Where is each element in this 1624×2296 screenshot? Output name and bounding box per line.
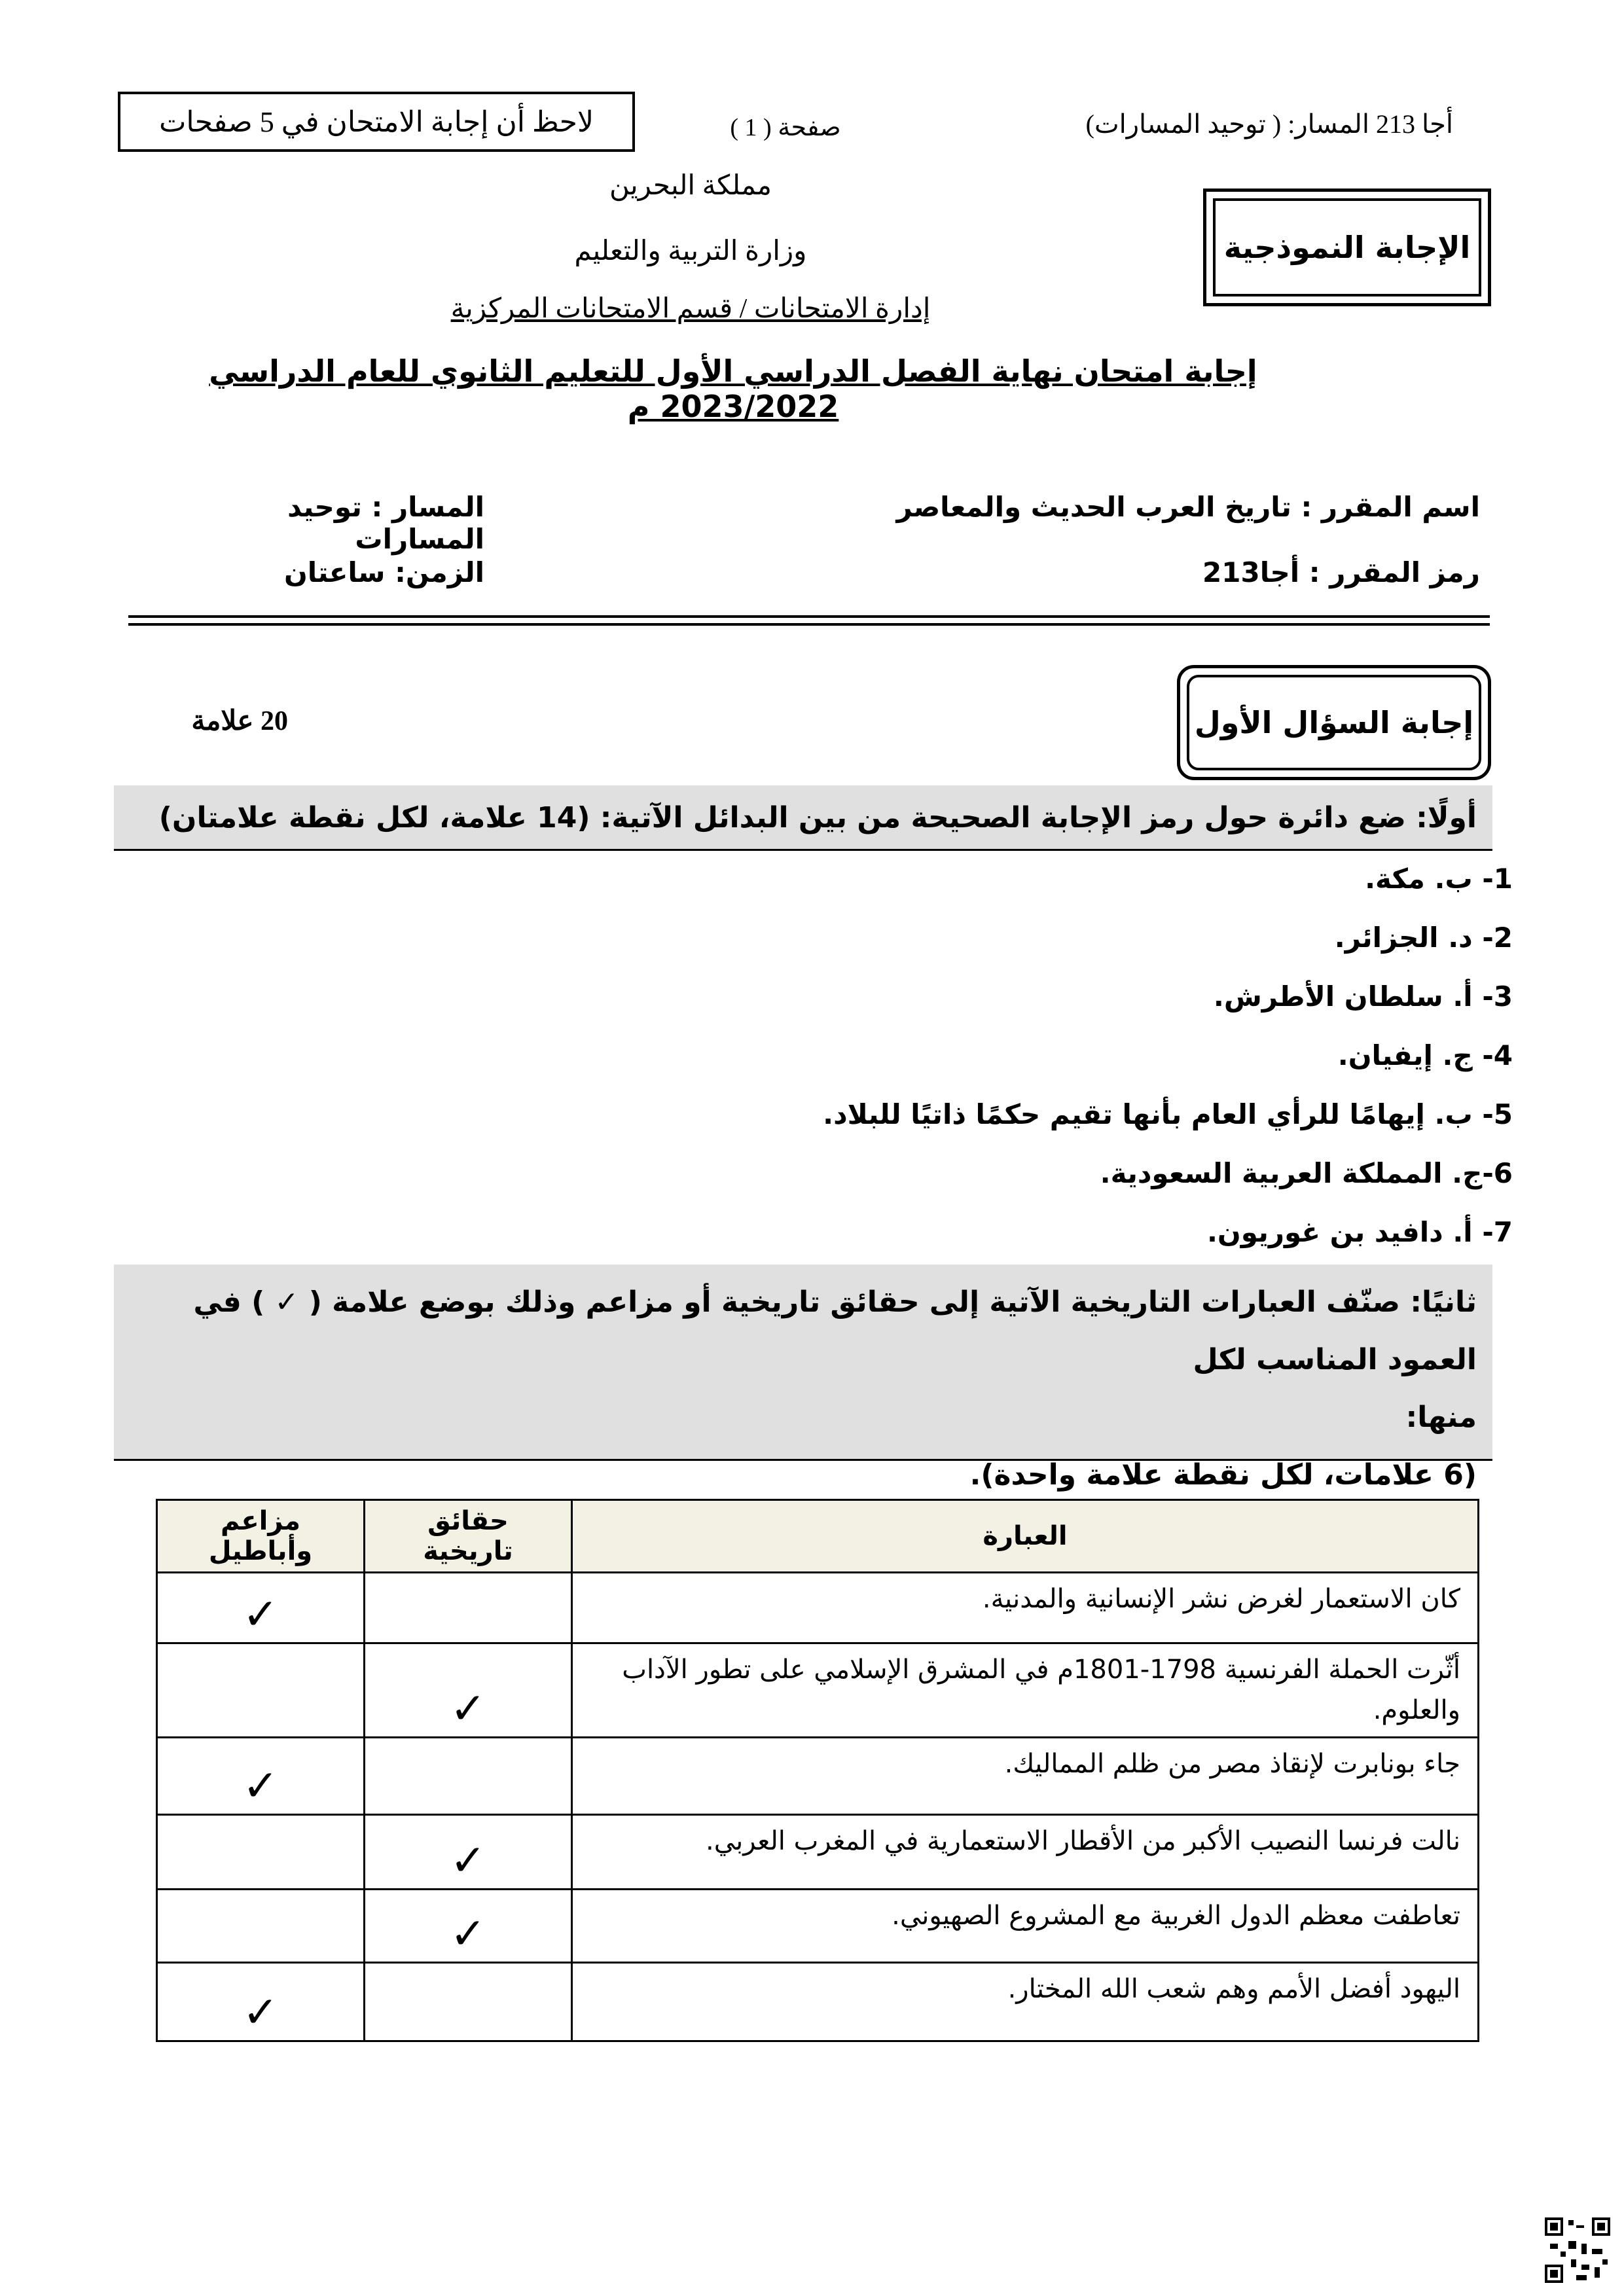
classification-table: [156, 1499, 1479, 2042]
table-row: [157, 1815, 1479, 1890]
part1-heading: أولًا: ضع دائرة حول رمز الإجابة الصحيحة من بين البدائل الآتية: (14 علامة، لكل نقطة علامتان): [114, 785, 1492, 851]
answer-item-6: 6-ج. المملكة العربية السعودية.: [1100, 1157, 1513, 1189]
table-row: [157, 1890, 1479, 1963]
model-answer-box: [1203, 188, 1491, 306]
question1-marks: 20 علامة: [191, 706, 288, 736]
department-text: إدارة الامتحانات / قسم الامتحانات المركزية: [450, 294, 931, 324]
kingdom-name: مملكة البحرين: [609, 171, 772, 201]
row-statement: كان الاستعمار لغرض نشر الإنسانية والمدنية.: [572, 1573, 1479, 1643]
course-name: اسم المقرر : تاريخ العرب الحديث والمعاصر: [896, 491, 1480, 523]
row-statement: نالت فرنسا النصيب الأكبر من الأقطار الاستعمارية في المغرب العربي.: [572, 1815, 1479, 1890]
row-fact-cell: [365, 1890, 572, 1963]
answer-item-5: 5- ب. إيهامًا للرأي العام بأنها تقيم حكمًا ذاتيًا للبلاد.: [823, 1098, 1513, 1130]
row-myth-cell: [157, 1890, 365, 1963]
part2-line-2: منها:: [1405, 1401, 1477, 1434]
course-code: رمز المقرر : أجا213: [1202, 556, 1480, 588]
check-mark-icon: ✓: [242, 1761, 279, 1811]
table-row: [157, 1643, 1479, 1738]
question1-title-box: [1177, 665, 1491, 780]
row-myth-cell: [157, 1573, 365, 1643]
question1-title: إجابة السؤال الأول: [1187, 675, 1481, 770]
qr-code-icon: [1545, 2217, 1610, 2283]
row-myth-cell: [157, 1815, 365, 1890]
row-fact-cell: [365, 1815, 572, 1890]
course-track-header: أجا 213 المسار: ( توحيد المسارات): [1085, 109, 1453, 139]
row-fact-cell: [365, 1963, 572, 2041]
table-row: [157, 1963, 1479, 2041]
row-myth-cell: [157, 1738, 365, 1815]
answer-item-2: 2- د. الجزائر.: [1334, 922, 1513, 954]
part2-line-3: (6 علامات، لكل نقطة علامة واحدة).: [969, 1458, 1477, 1492]
answer-item-7: 7- أ. دافيد بن غوريون.: [1206, 1216, 1513, 1248]
ministry-name: وزارة التربية والتعليم: [574, 236, 807, 266]
department-name: [327, 292, 1054, 325]
answer-item-1: 1- ب. مكة.: [1365, 863, 1513, 895]
row-fact-cell: [365, 1643, 572, 1738]
row-myth-cell: [157, 1643, 365, 1738]
check-mark-icon: ✓: [450, 1835, 486, 1886]
row-statement: تعاطفت معظم الدول الغربية مع المشروع الصهيوني.: [572, 1890, 1479, 1963]
exam-time: الزمن: ساعتان: [283, 556, 484, 588]
part2-heading: [114, 1265, 1492, 1492]
check-mark-icon: ✓: [450, 1909, 486, 1959]
answer-item-3: 3- أ. سلطان الأطرش.: [1213, 980, 1513, 1013]
row-statement: جاء بونابرت لإنقاذ مصر من ظلم المماليك.: [572, 1738, 1479, 1815]
table-row: [157, 1738, 1479, 1815]
header-statement: العبارة: [572, 1500, 1479, 1573]
header-myths: مزاعم وأباطيل: [157, 1500, 365, 1573]
header-facts: حقائق تاريخية: [365, 1500, 572, 1573]
check-mark-icon: ✓: [450, 1683, 486, 1734]
row-fact-cell: [365, 1738, 572, 1815]
model-answer-label: الإجابة النموذجية: [1213, 198, 1481, 296]
check-mark-icon: ✓: [242, 1589, 279, 1640]
exam-title: إجابة امتحان نهاية الفصل الدراسي الأول للتعليم الثانوي للعام الدراسي 2023/2022 م: [209, 353, 1257, 424]
table-header-row: [157, 1500, 1479, 1573]
note-text: لاحظ أن إجابة الامتحان في 5 صفحات: [158, 105, 594, 138]
row-myth-cell: [157, 1963, 365, 2041]
note-box: [118, 92, 635, 152]
part2-line-1: ثانيًا: صنّف العبارات التاريخية الآتية إلى حقائق تاريخية أو مزاعم وذلك بوضع علامة ( ✓ ) في العمود المناسب لكل: [193, 1285, 1477, 1376]
check-mark-icon: ✓: [242, 1987, 279, 2037]
answer-item-4: 4- ج. إيفيان.: [1337, 1039, 1513, 1071]
row-statement: اليهود أفضل الأمم وهم شعب الله المختار.: [572, 1963, 1479, 2041]
double-rule-separator: [128, 615, 1490, 626]
page-number: صفحة ( 1 ): [730, 114, 841, 141]
row-fact-cell: [365, 1573, 572, 1643]
table-row: [157, 1573, 1479, 1643]
row-statement: أثّرت الحملة الفرنسية 1798-1801م في المشرق الإسلامي على تطور الآداب والعلوم.: [572, 1643, 1479, 1738]
track: المسار : توحيد المسارات: [287, 491, 484, 555]
